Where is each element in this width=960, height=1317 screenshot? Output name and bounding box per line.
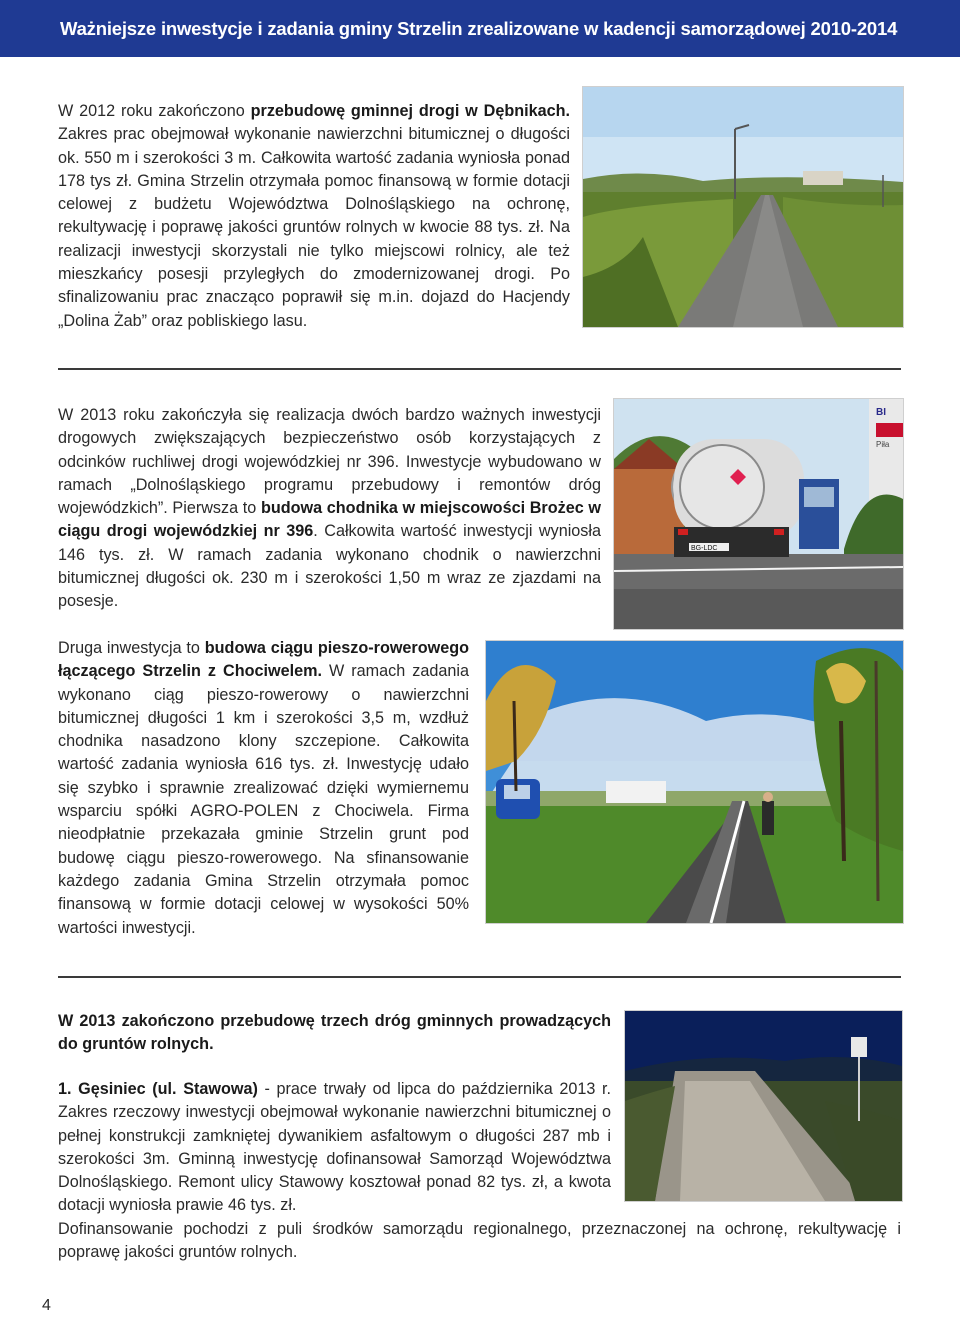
section-roads-heading xyxy=(58,1010,611,1057)
item-label: 1. Gęsiniec (ul. Stawowa) xyxy=(58,1080,258,1098)
photo-rural-road xyxy=(582,86,904,328)
section-chociwel-text xyxy=(58,637,469,940)
truck-plate: BG-LDC xyxy=(691,545,718,552)
section-footer-note xyxy=(58,1218,901,1265)
section-debniki-text xyxy=(58,100,570,333)
section-divider xyxy=(58,976,901,978)
text-run: Zakres prac obejmował wykonanie nawierzchni bitumicznej o długości ok. 550 m i szerokości 3 m. Całkowita wartość zadania wyniosła ponad 178 tys zł. Gmina Strzelin otrzymała pomoc finansową w formie dotacji celowej z budżetu Województwa Dolnośląskiego na ochronę, rekultywację i poprawę jakości gruntów rolnych w kwocie 88 tys. zł. Na realizacji inwestycji skorzystali nie tylko miejscowi rolnicy, ale też mieszkańcy posesji przyległych do zmodernizowanej drogi. Po sfinalizowaniu prac znacząco poprawił się m.in. dojazd do Hacjendy „Dolina Żab” oraz pobliskiego lasu. xyxy=(58,125,570,330)
text-run: W 2013 roku zakończyła się realizacja dwóch bardzo ważnych inwestycji drogowych zwiększających bezpieczeństwo osób korzystających z odcinków ruchliwej drogi wojewódzkiej nr 396. Inwestycje wybudowano w ramach „Dolnośląskiego programu przebudowy i remontów dróg wojewódzkich”. Pierwsza to xyxy=(58,406,601,518)
photo-night-road xyxy=(624,1010,903,1202)
section-heading: W 2013 zakończono przebudowę trzech dróg gminnych prowadzących do gruntów rolnych. xyxy=(58,1012,611,1054)
text-run: W ramach zadania wykonano ciąg pieszo-rowerowy o nawierzchni bitumicznej długości 1 km i szerokości 3,5 m, wzdłuż chodnika nasadzono klony szczepione. Całkowita wartość zadania wyniosła 616 tys. zł. Inwestycję udało się szybko i sprawnie zrealizować dzięki wymiernemu wsparciu spółki AGRO-POLEN z Chociwela. Firma nieodpłatnie przekazała gminie Strzelin grunt pod budowę ciągu pieszo-rowerowego. Na sfinansowanie każdego zadania Gmina Strzelin otrzymała pomoc finansową w formie dotacji celowej w wysokości 50% wartości inwestycji. xyxy=(58,662,469,937)
header-title: Ważniejsze inwestycje i zadania gminy Strzelin zrealizowane w kadencji samorządowej 2010-2014 xyxy=(60,18,898,39)
section-divider xyxy=(58,368,901,370)
text-run: . Całkowita wartość inwestycji wyniosła 146 tys. zł. W ramach zadania wykonano chodnik o nawierzchni bitumicznej długości ok. 230 m i szerokości 1,50 m wraz ze zjazdami na posesje. xyxy=(58,522,601,611)
highlight-run: budowa ciągu pieszo-rowerowego łączącego Strzelin z Chociwelem. xyxy=(58,639,469,681)
text-run: Druga inwestycja to xyxy=(58,639,205,657)
sign-text: Piła xyxy=(876,440,890,449)
photo-tanker-truck xyxy=(613,398,904,630)
text-run: W 2012 roku zakończono xyxy=(58,102,251,120)
section-brozec-text xyxy=(58,404,601,614)
section-gesiniec-text xyxy=(58,1078,611,1218)
sign-text: BI xyxy=(876,407,886,418)
highlight-run: budowa chodnika w miejscowości Brożec w ciągu drogi wojewódzkiej nr 396 xyxy=(58,499,601,541)
photo-bike-path xyxy=(485,640,904,924)
highlight-run: przebudowę gminnej drogi w Dębnikach. xyxy=(250,102,570,120)
text-run: Dofinansowanie pochodzi z puli środków samorządu regionalnego, przeznaczonej na ochronę, rekultywację i poprawę jakości gruntów rolnych. xyxy=(58,1220,901,1262)
page-header xyxy=(0,0,960,57)
text-run: - prace trwały od lipca do października 2013 r. Zakres rzeczowy inwestycji obejmował wykonanie nawierzchni bitumicznej o pełnej konstrukcji zamkniętej dywanikiem asfaltowym o długości 287 mb i szerokości 3m. Gminną inwestycję dofinansował Samorząd Województwa Dolnośląskiego. Remont ulicy Stawowy kosztował ponad 82 tys. zł, a kwota dotacji wyniosła prawie 46 tys. zł. xyxy=(58,1080,612,1215)
page-number: 4 xyxy=(42,1297,51,1314)
